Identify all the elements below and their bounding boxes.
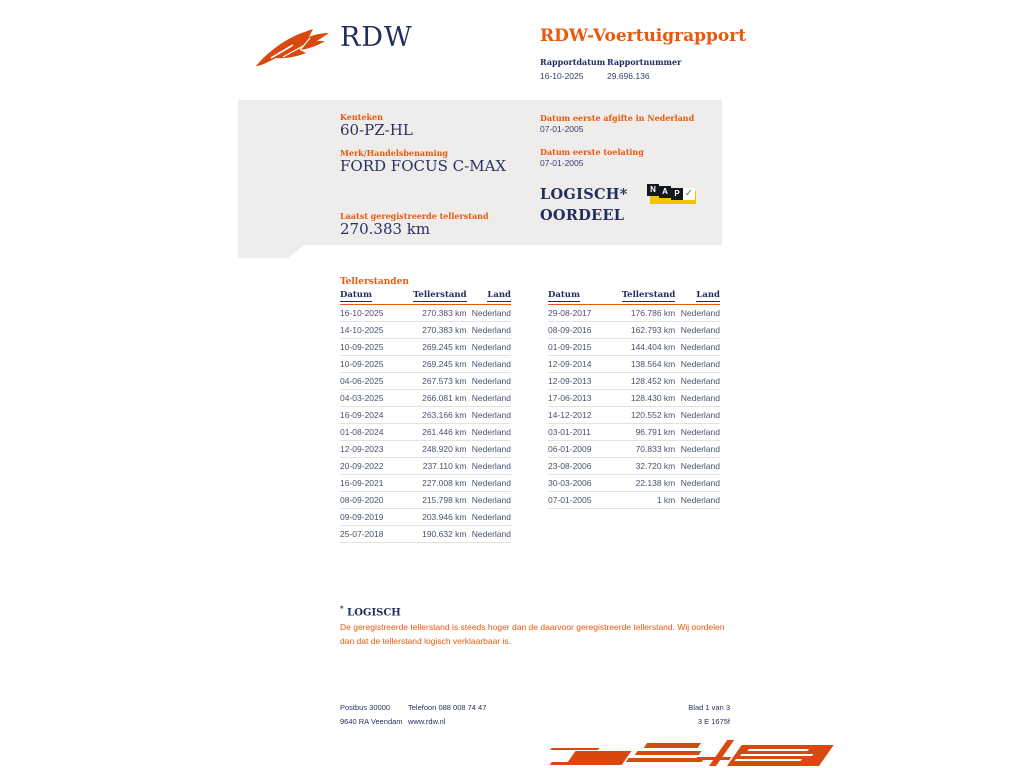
tellerstanden-section-title: Tellerstanden: [340, 277, 409, 287]
table-cell: 12-09-2023: [340, 441, 408, 458]
footer-address-line2: 9640 RA Veendam: [340, 717, 403, 726]
table-row: [548, 356, 720, 373]
table-cell: 16-09-2021: [340, 475, 408, 492]
footer-page-info: [620, 701, 730, 729]
table-cell: 138.564 km: [617, 356, 675, 373]
report-date-block: [540, 57, 605, 81]
table-row: [548, 492, 720, 509]
table-cell: 10-09-2025: [340, 339, 408, 356]
rdw-wordmark: RDW: [340, 22, 413, 53]
table-row: [548, 458, 720, 475]
table-row: [340, 305, 511, 322]
table-cell: Nederland: [675, 407, 720, 424]
table-cell: Nederland: [467, 526, 511, 543]
col-header-land: Land: [675, 289, 720, 305]
table-cell: 01-08-2024: [340, 424, 408, 441]
table-cell: 162.793 km: [617, 322, 675, 339]
table-cell: Nederland: [467, 475, 511, 492]
table-cell: 16-10-2025: [340, 305, 408, 322]
col-header-land: Land: [467, 289, 511, 305]
table-cell: Nederland: [675, 492, 720, 509]
table-row: [340, 407, 511, 424]
footer-website: www.rdw.nl: [408, 717, 446, 726]
table-row: [548, 339, 720, 356]
merk-label: Merk/Handelsbenaming: [340, 148, 449, 158]
table-row: [548, 390, 720, 407]
table-cell: 96.791 km: [617, 424, 675, 441]
afgifte-label: Datum eerste afgifte in Nederland: [540, 113, 695, 123]
table-cell: 270.383 km: [408, 322, 466, 339]
table-cell: 20-09-2022: [340, 458, 408, 475]
table-cell: 14-10-2025: [340, 322, 408, 339]
table-cell: Nederland: [467, 492, 511, 509]
table-cell: 267.573 km: [408, 373, 466, 390]
table-cell: Nederland: [467, 424, 511, 441]
table-cell: Nederland: [467, 305, 511, 322]
table-cell: 176.786 km: [617, 305, 675, 322]
table-cell: 203.946 km: [408, 509, 466, 526]
table-cell: 266.081 km: [408, 390, 466, 407]
nap-letter-a: A: [659, 186, 671, 198]
table-cell: 70.833 km: [617, 441, 675, 458]
col-header-datum: Datum: [340, 289, 408, 305]
table-cell: 08-09-2016: [548, 322, 617, 339]
table-row: [340, 373, 511, 390]
note-body: De geregistreerde tellerstand is steeds hoger dan de daarvoor geregistreerde tellerstand. Wij oordelen dan dat de tellerstand logisch verklaarbaar is.: [340, 622, 725, 646]
table-cell: 128.430 km: [617, 390, 675, 407]
col-header-tellerstand: Tellerstand: [408, 289, 466, 305]
table-row: [340, 356, 511, 373]
table-cell: 261.446 km: [408, 424, 466, 441]
tellerstand-value: 270.383 km: [340, 220, 431, 238]
table-cell: Nederland: [675, 339, 720, 356]
table-cell: Nederland: [675, 373, 720, 390]
report-number-label: Rapportnummer: [607, 57, 682, 67]
table-row: [548, 441, 720, 458]
table-row: [340, 390, 511, 407]
table-cell: 03-01-2011: [548, 424, 617, 441]
table-cell: 22.138 km: [617, 475, 675, 492]
table-cell: Nederland: [467, 373, 511, 390]
table-cell: 128.452 km: [617, 373, 675, 390]
table-cell: Nederland: [675, 458, 720, 475]
oordeel-verdict: [540, 184, 628, 226]
table-row: [340, 441, 511, 458]
toelating-value: 07-01-2005: [540, 158, 584, 168]
table-row: [340, 475, 511, 492]
table-cell: Nederland: [467, 441, 511, 458]
table-cell: Nederland: [467, 339, 511, 356]
table-cell: Nederland: [467, 407, 511, 424]
footer-speed-graphic: [538, 736, 850, 768]
table-cell: Nederland: [675, 475, 720, 492]
footer-phone: Telefoon 088 008 74 47: [408, 703, 487, 712]
table-cell: 04-06-2025: [340, 373, 408, 390]
table-cell: 120.552 km: [617, 407, 675, 424]
oordeel-line2: OORDEEL: [540, 207, 625, 224]
table-row: [548, 424, 720, 441]
table-cell: Nederland: [467, 390, 511, 407]
nap-check-icon: ✓: [684, 188, 694, 199]
table-cell: 08-09-2020: [340, 492, 408, 509]
kenteken-label: Kenteken: [340, 112, 383, 122]
report-date-value: 16-10-2025: [540, 71, 584, 81]
footer-address: [340, 701, 403, 729]
table-cell: 12-09-2014: [548, 356, 617, 373]
tellerstand-label: Laatst geregistreerde tellerstand: [340, 211, 489, 221]
table-row: [548, 322, 720, 339]
note-asterisk: *: [340, 604, 344, 613]
nap-logo: [647, 184, 699, 208]
footer-page-number: Blad 1 van 3: [688, 703, 730, 712]
table-cell: 248.920 km: [408, 441, 466, 458]
report-number-block: [607, 57, 681, 81]
table-cell: 32.720 km: [617, 458, 675, 475]
table-cell: 270.383 km: [408, 305, 466, 322]
kenteken-value: 60-PZ-HL: [340, 121, 413, 139]
table-cell: 227.008 km: [408, 475, 466, 492]
col-header-tellerstand: Tellerstand: [617, 289, 675, 305]
table-row: [340, 339, 511, 356]
nap-letter-p: P: [671, 188, 683, 200]
table-cell: Nederland: [467, 322, 511, 339]
table-row: [548, 373, 720, 390]
footer-address-line1: Postbus 30000: [340, 703, 391, 712]
table-cell: Nederland: [467, 458, 511, 475]
footer-form-code: 3 E 1675f: [697, 717, 730, 726]
table-cell: Nederland: [675, 305, 720, 322]
nap-letter-n: N: [647, 184, 659, 196]
table-row: [548, 305, 720, 322]
col-header-datum: Datum: [548, 289, 617, 305]
table-row: [340, 492, 511, 509]
table-cell: Nederland: [467, 356, 511, 373]
table-row: [340, 458, 511, 475]
table-cell: 29-08-2017: [548, 305, 617, 322]
table-cell: Nederland: [675, 390, 720, 407]
table-cell: Nederland: [675, 441, 720, 458]
table-cell: 269.245 km: [408, 339, 466, 356]
table-cell: 237.110 km: [408, 458, 466, 475]
table-cell: 01-09-2015: [548, 339, 617, 356]
table-cell: Nederland: [467, 509, 511, 526]
table-row: [548, 475, 720, 492]
odometer-table-right: [548, 289, 720, 509]
table-cell: 1 km: [617, 492, 675, 509]
table-cell: 269.245 km: [408, 356, 466, 373]
table-cell: 23-08-2006: [548, 458, 617, 475]
page-title: RDW-Voertuigrapport: [540, 26, 747, 46]
table-row: [340, 322, 511, 339]
vehicle-summary-panel-tail: [238, 245, 304, 258]
toelating-label: Datum eerste toelating: [540, 147, 644, 157]
table-cell: 190.632 km: [408, 526, 466, 543]
table-cell: 263.166 km: [408, 407, 466, 424]
table-cell: 09-09-2019: [340, 509, 408, 526]
table-cell: 12-09-2013: [548, 373, 617, 390]
note-title: * LOGISCH: [340, 604, 401, 619]
table-cell: 04-03-2025: [340, 390, 408, 407]
footer-contact: [408, 701, 486, 729]
rdw-logo-icon: [253, 26, 335, 72]
table-header-row: [340, 289, 511, 305]
table-row: [340, 509, 511, 526]
table-cell: 30-03-2006: [548, 475, 617, 492]
oordeel-line1: LOGISCH*: [540, 186, 628, 203]
table-cell: Nederland: [675, 356, 720, 373]
report-date-label: Rapportdatum: [540, 57, 606, 67]
table-cell: 144.404 km: [617, 339, 675, 356]
table-cell: 10-09-2025: [340, 356, 408, 373]
merk-value: FORD FOCUS C-MAX: [340, 157, 507, 175]
table-row: [548, 407, 720, 424]
table-cell: 14-12-2012: [548, 407, 617, 424]
table-cell: 07-01-2005: [548, 492, 617, 509]
table-row: [340, 526, 511, 543]
odometer-table-left: [340, 289, 511, 543]
afgifte-value: 07-01-2005: [540, 124, 584, 134]
table-cell: Nederland: [675, 424, 720, 441]
table-header-row: [548, 289, 720, 305]
report-number-value: 29.696.136: [607, 71, 650, 81]
table-row: [340, 424, 511, 441]
table-cell: 06-01-2009: [548, 441, 617, 458]
table-cell: 16-09-2024: [340, 407, 408, 424]
table-cell: 17-06-2013: [548, 390, 617, 407]
table-cell: Nederland: [675, 322, 720, 339]
table-cell: 25-07-2018: [340, 526, 408, 543]
table-cell: 215.798 km: [408, 492, 466, 509]
